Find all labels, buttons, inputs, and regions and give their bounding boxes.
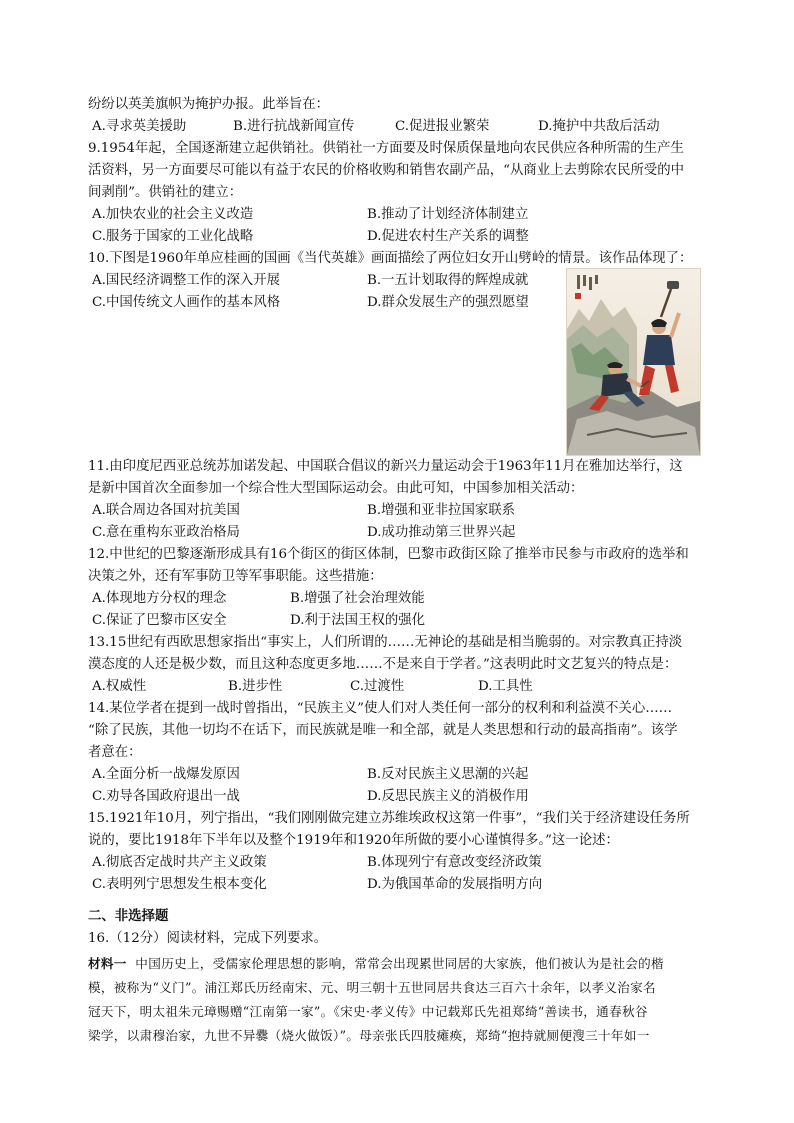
q12-option-a: A.体现地方分权的理念: [92, 591, 227, 606]
q13-option-b: B.进步性: [228, 679, 283, 694]
material-1-line2: 模，被称为“义门”。浦江郑氏历经南宋、元、明三朝十五世同居共食达三百六十余年，以孝义治家名: [88, 980, 656, 995]
q9-stem-line2: 活资料，另一方面要尽可能以有益于农民的价格收购和销售农副产品，“从商业上去剪除农民所受的中: [88, 163, 685, 178]
q11-option-c: C.意在重构东亚政治格局: [92, 525, 240, 540]
material-1-line1: [88, 953, 664, 975]
q15-option-b: B.体现列宁有意改变经济政策: [367, 855, 542, 870]
q13-option-a: A.权威性: [92, 679, 147, 694]
q8-option-d: D.掩护中共敌后活动: [538, 119, 660, 134]
q12-option-b: B.增强了社会治理效能: [290, 591, 425, 606]
painting-image: [566, 268, 701, 456]
q9-stem-line1: 9.1954年起，全国逐渐建立起供销社。供销社一方面要及时保质保量地向农民供应各种所需的生产生: [88, 141, 684, 156]
q15-stem-line2: 说的，要比1918年下半年以及整个1919年和1920年所做的要小心谨慎得多。”这一论述：: [88, 833, 619, 848]
q9-option-c: C.服务于国家的工业化战略: [92, 229, 254, 244]
q8-option-b: B.进行抗战新闻宣传: [233, 119, 355, 134]
q13-stem-line1: 13.15世纪有西欧思想家指出“事实上，人们所谓的……无神论的基础是相当脆弱的。对宗教真正持淡: [88, 635, 683, 650]
q9-option-a: A.加快农业的社会主义改造: [92, 207, 254, 222]
material-1-line4: 梁学，以肃穆治家，九世不异爨（烧火做饭）”。母亲张氏四肢瘫痪，郑绮“抱持就厕便溲三十年如一: [88, 1028, 650, 1043]
material-text: 中国历史上，受儒家伦理思想的影响，常常会出现累世同居的大家族，他们被认为是社会的楷: [135, 956, 664, 971]
q11-option-d: D.成功推动第三世界兴起: [367, 525, 516, 540]
q11-option-b: B.增强和亚非拉国家联系: [367, 503, 516, 518]
q14-option-b: B.反对民族主义思潮的兴起: [367, 767, 529, 782]
q15-option-d: D.为俄国革命的发展指明方向: [367, 877, 543, 892]
q16-stem: 16.（12分）阅读材料，完成下列要求。: [88, 931, 328, 946]
q13-stem-line2: 漠态度的人还是极少数，而且这种态度更多地……不是来自于学者。”这表明此时文艺复兴的特点是：: [88, 657, 678, 672]
q14-stem-line1: 14.某位学者在提到一战时曾指出，“民族主义”使人们对人类任何一部分的权利和利益漠不关心……: [88, 701, 672, 716]
q10-option-d: D.群众发展生产的强烈愿望: [367, 295, 529, 310]
q13-option-d: D.工具性: [478, 679, 533, 694]
q15-option-c: C.表明列宁思想发生根本变化: [92, 877, 267, 892]
section-heading: 二、非选择题: [88, 909, 169, 924]
q9-stem-line3: 间剥削”。供销社的建立：: [88, 185, 243, 200]
q14-option-c: C.劝导各国政府退出一战: [92, 789, 240, 804]
q12-option-d: D.利于法国王权的强化: [290, 613, 426, 628]
q14-stem-line3: 者意在：: [88, 745, 142, 760]
q14-option-d: D.反思民族主义的消极作用: [367, 789, 529, 804]
q11-option-a: A.联合周边各国对抗美国: [92, 503, 240, 518]
q15-stem-line1: 15.1921年10月，列宁指出，“我们刚刚做完建立苏维埃政权这第一件事”，“我们关于经济建设任务所: [88, 811, 690, 826]
painting-illustration: [567, 269, 700, 455]
q8-stem-tail: 纷纷以英美旗帜为掩护办报。此举旨在：: [88, 97, 330, 112]
q10-option-b: B.一五计划取得的辉煌成就: [367, 273, 529, 288]
q15-option-a: A.彻底否定战时共产主义政策: [92, 855, 267, 870]
q10-option-a: A.国民经济调整工作的深入开展: [92, 273, 281, 288]
q14-option-a: A.全面分析一战爆发原因: [92, 767, 240, 782]
material-1-line3: 冠天下，明太祖朱元璋赐赠“江南第一家”。《宋史·孝义传》中记载郑氏先祖郑绮“善读书，通春秋谷: [88, 1004, 648, 1019]
q12-stem-line2: 决策之外，还有军事防卫等军事职能。这些措施：: [88, 569, 383, 584]
q8-option-a: A.寻求英美援助: [92, 119, 187, 134]
q9-option-b: B.推动了计划经济体制建立: [367, 207, 529, 222]
q11-stem-line2: 是新中国首次全面参加一个综合性大型国际运动会。由此可知，中国参加相关活动：: [88, 481, 584, 496]
q8-option-c: C.促进报业繁荣: [395, 119, 490, 134]
q14-stem-line2: “除了民族，其他一切均不在话下，而民族就是唯一和全部，就是人类思想和行动的最高指南”。该学: [88, 723, 678, 738]
q10-stem: 10.下图是1960年单应桂画的国画《当代英雄》画面描绘了两位妇女开山劈岭的情景。该作品体现了：: [88, 251, 693, 266]
q13-option-c: C.过渡性: [350, 679, 405, 694]
q12-stem-line1: 12.中世纪的巴黎逐渐形成具有16个街区的街区体制，巴黎市政街区除了推举市民参与市政府的选举和: [88, 547, 689, 562]
material-label: 材料一: [88, 956, 127, 971]
q11-stem-line1: 11.由印度尼西亚总统苏加诺发起、中国联合倡议的新兴力量运动会于1963年11月在雅加达举行，这: [88, 459, 683, 474]
q10-option-c: C.中国传统文人画作的基本风格: [92, 295, 281, 310]
q9-option-d: D.促进农村生产关系的调整: [367, 229, 529, 244]
q12-option-c: C.保证了巴黎市区安全: [92, 613, 227, 628]
